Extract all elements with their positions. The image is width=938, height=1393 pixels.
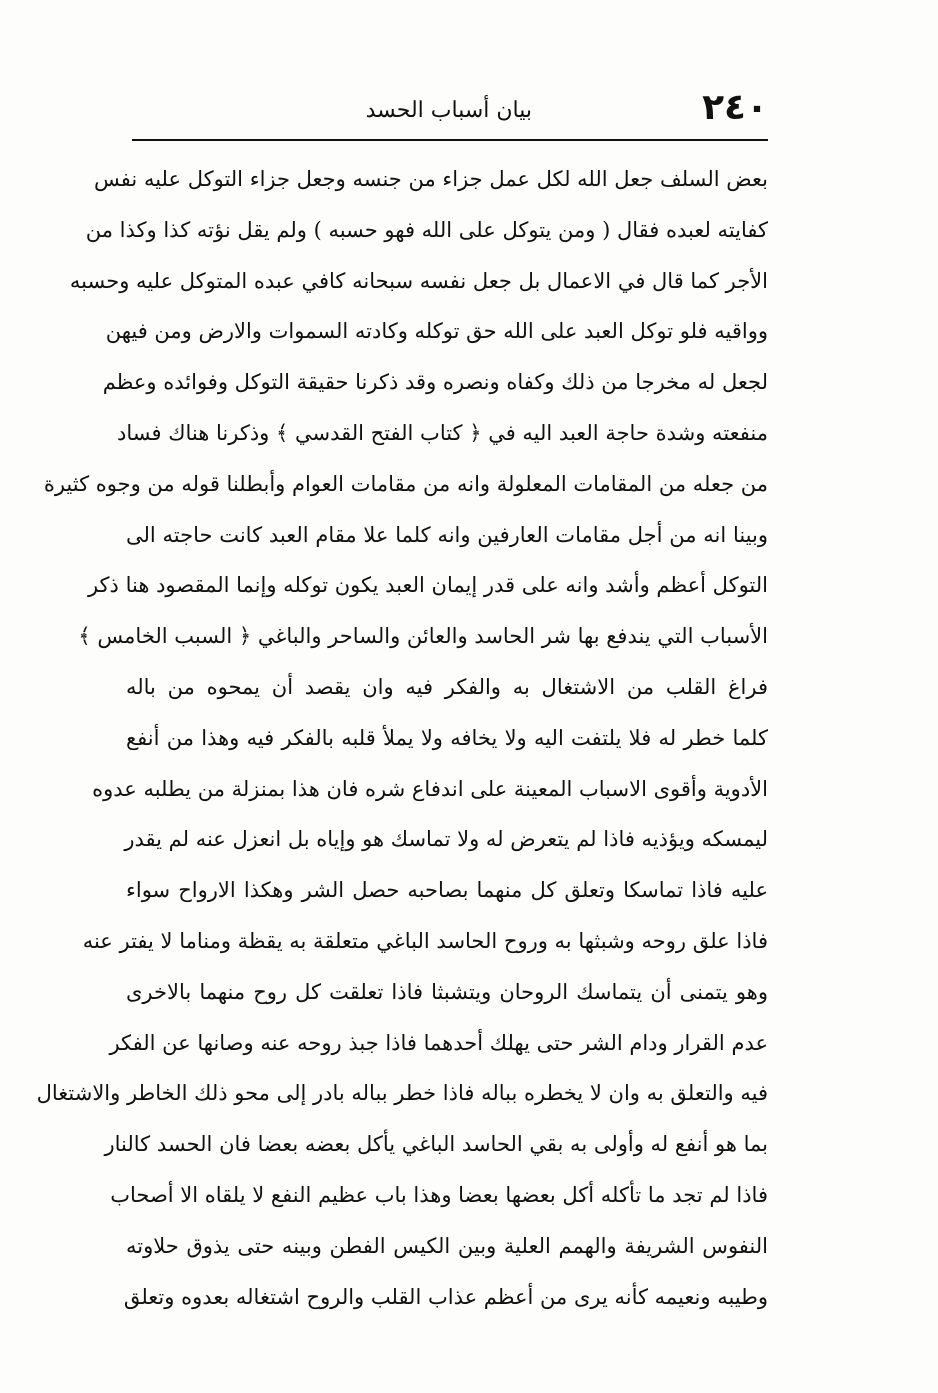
text-line: عليه فاذا تماسكا وتعلق كل منهما بصاحبه حصل الشر وهكذا الارواح سواء [126,878,768,903]
text-line: الأجر كما قال في الاعمال بل جعل نفسه سبحانه كافي عبده المتوكل عليه وحسبه [69,268,768,293]
text-line: عدم القرار ودام الشر حتى يهلك أحدهما فاذا جبذ روحه عنه وصانها عن الفكر [109,1030,768,1055]
text-line: منفعته وشدة حاجة العبد اليه في ﴿ كتاب الفتح القدسي ﴾ وذكرنا هناك فساد [117,420,768,445]
text-line: لجعل له مخرجا من ذلك وكفاه ونصره وقد ذكرنا حقيقة التوكل وفوائده وعظم [102,370,768,395]
text-line: الأدوية وأقوى الاسباب المعينة على اندفاع شره فان هذا بمنزلة من يطلبه عدوه [92,776,768,801]
text-line: كفايته لعبده فقال ( ومن يتوكل على الله فهو حسبه ) ولم يقل نؤته كذا وكذا من [85,217,768,242]
text-line: وطيبه ونعيمه كأنه يرى من أعظم عذاب القلب والروح اشتغاله بعدوه وتعلق [123,1284,768,1309]
text-line: فراغ القلب من الاشتغال به والفكر فيه وان يقصد أن يمحوه من باله [126,674,768,699]
text-line: النفوس الشريفة والهمم العلية وبين الكيس الفطن وبينه حتى يذوق حلاوته [126,1233,768,1258]
page-header [132,88,768,134]
text-line: وبينا انه من أجل مقامات العارفين وانه كلما علا مقام العبد كانت حاجته الى [126,522,768,547]
text-line: فيه والتعلق به وان لا يخطره بباله فاذا خطر بباله بادر إلى محو ذلك الخاطر والاشتغال [36,1081,768,1106]
text-line: بما هو أنفع له وأولى به بقي الحاسد الباغي يأكل بعضه بعضا فان الحسد كالنار [104,1132,768,1157]
running-title: بيان أسباب الحسد [365,98,532,123]
text-line: ليمسكه ويؤذيه فاذا لم يتعرض له ولا تماسك هو وإياه بل انعزل عنه لم يقدر [124,827,768,852]
text-line: كلما خطر له فلا يلتفت اليه ولا يخافه ولا يملأ قلبه بالفكر فيه وهذا من أنفع [126,725,768,750]
text-line: فاذا علق روحه وشبثها به وروح الحاسد الباغي متعلقة به يقظة ومناما لا يفتر عنه [82,928,768,953]
header-rule [132,139,768,141]
text-line: التوكل أعظم وأشد وانه على قدر إيمان العبد يكون توكله وإنما المقصود هنا ذكر [87,573,768,598]
text-line: وهو يتمنى أن يتماسك الروحان ويتشبثا فاذا تعلقت كل روح منهما بالاخرى [126,979,768,1004]
text-line: فاذا لم تجد ما تأكله أكل بعضها بعضا وهذا باب عظيم النفع لا يلقاه الا أصحاب [110,1182,768,1207]
text-line: بعض السلف جعل الله لكل عمل جزاء من جنسه وجعل جزاء التوكل عليه نفس [94,167,768,191]
body-text [36,154,768,1322]
text-line: من جعله من المقامات المعلولة وانه من مقامات العوام وأبطلنا قوله من وجوه كثيرة [43,471,768,496]
page-number: ٢٤٠ [702,87,768,128]
text-line: الأسباب التي يندفع بها شر الحاسد والعائن والساحر والباغي ﴿ السبب الخامس ﴾ [78,624,768,649]
text-line: وواقيه فلو توكل العبد على الله حق توكله وكادته السموات والارض ومن فيهن [105,319,768,344]
